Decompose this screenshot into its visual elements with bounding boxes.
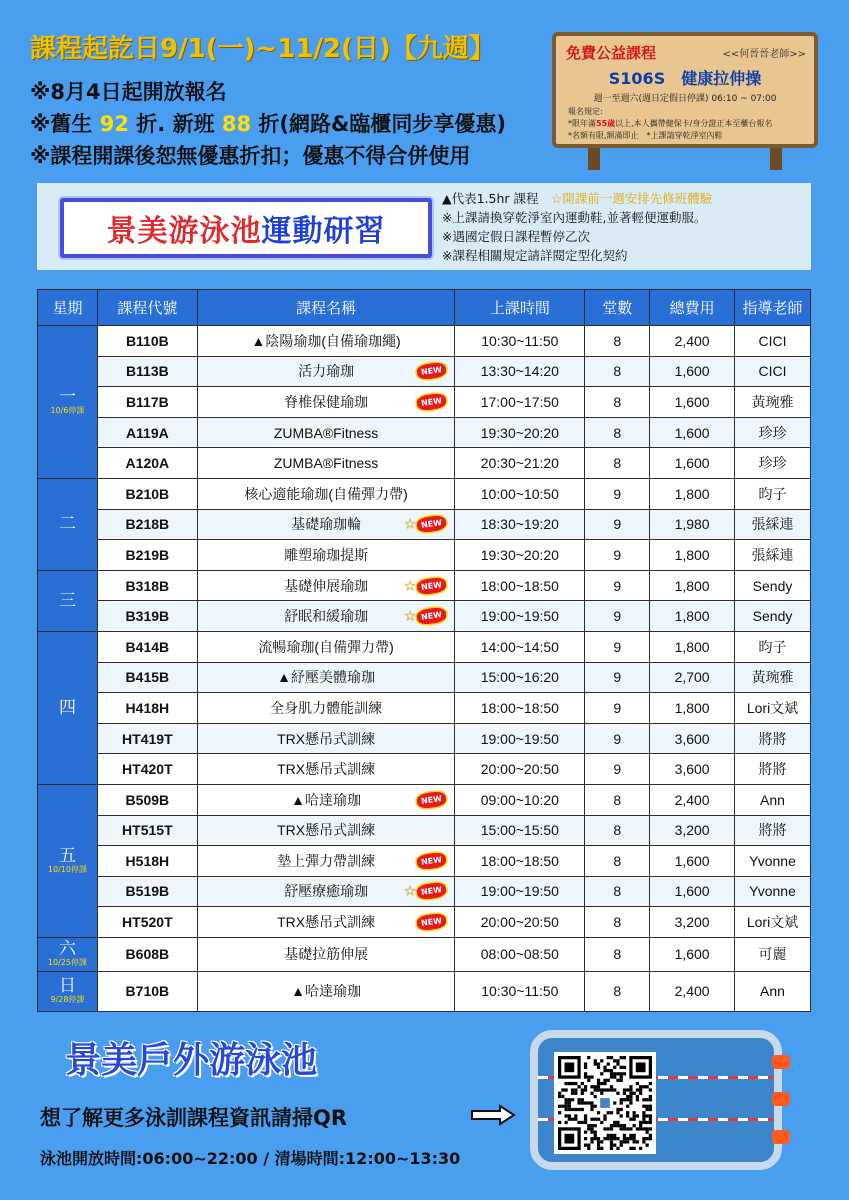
course-code: B219B — [97, 540, 197, 571]
teacher-name: 黃琬雅 — [735, 387, 811, 418]
new-badge-group — [404, 516, 447, 533]
course-code: B218B — [97, 509, 197, 540]
header-fee: 總費用 — [650, 290, 735, 326]
course-name — [197, 907, 455, 938]
course-name-text: 流暢瑜珈(自備彈力帶) — [258, 638, 394, 655]
course-name — [197, 478, 455, 509]
table-row — [38, 937, 811, 971]
course-fee: 1,600 — [650, 876, 735, 907]
new-badge-group — [417, 394, 446, 409]
table-row — [38, 846, 811, 877]
course-name-text: 雕塑瑜珈提斯 — [284, 546, 369, 563]
teacher-name: 珍珍 — [735, 417, 811, 448]
table-header-row — [38, 290, 811, 326]
course-name — [197, 815, 455, 846]
session-count: 8 — [585, 876, 650, 907]
weekday-cell — [38, 631, 98, 784]
course-time: 20:00~20:50 — [455, 754, 585, 785]
note-1-star: ☆開課前一週安排先修班體驗 — [551, 191, 713, 206]
weekday-cell — [38, 326, 98, 479]
table-row — [38, 907, 811, 938]
course-name — [197, 540, 455, 571]
course-fee: 3,600 — [650, 754, 735, 785]
rule1-age: 55歲 — [596, 119, 616, 128]
teacher-name: Sendy — [735, 570, 811, 601]
new-badge-group — [417, 853, 446, 868]
course-code: A119A — [97, 417, 197, 448]
course-time: 19:00~19:50 — [455, 601, 585, 632]
discount-new-value: 88 — [221, 112, 252, 136]
star-icon: ☆ — [403, 882, 417, 899]
teacher-name: 將將 — [735, 723, 811, 754]
course-name — [197, 631, 455, 662]
new-badge: NEW — [417, 393, 448, 412]
course-time: 14:00~14:50 — [455, 631, 585, 662]
course-code: B113B — [97, 356, 197, 387]
course-code: HT420T — [97, 754, 197, 785]
course-fee: 1,600 — [650, 387, 735, 418]
course-table — [37, 289, 811, 1012]
course-name — [197, 601, 455, 632]
course-time: 10:30~11:50 — [455, 971, 585, 1011]
pool-name: 景美戶外游泳池 — [65, 1040, 318, 1081]
course-code: B710B — [97, 971, 197, 1011]
course-name — [197, 662, 455, 693]
qr-prompt: 想了解更多泳訓課程資訊請掃QR — [40, 1106, 348, 1130]
session-count: 8 — [585, 784, 650, 815]
table-row — [38, 815, 811, 846]
course-time: 18:30~19:20 — [455, 509, 585, 540]
new-badge: NEW — [417, 576, 448, 595]
title-panel — [37, 183, 811, 270]
course-code: B210B — [97, 478, 197, 509]
course-name-text: 基礎瑜珈輪 — [291, 516, 362, 533]
course-fee: 1,600 — [650, 356, 735, 387]
course-fee: 1,600 — [650, 846, 735, 877]
discount-old-value: 92 — [99, 112, 129, 136]
course-code: B117B — [97, 387, 197, 418]
session-count: 9 — [585, 509, 650, 540]
header-code: 課程代號 — [97, 290, 197, 326]
course-fee: 2,400 — [650, 971, 735, 1011]
course-name — [197, 326, 455, 357]
course-code: HT419T — [97, 723, 197, 754]
new-badge: NEW — [417, 790, 448, 809]
table-row — [38, 540, 811, 571]
title-pool: 景美游泳池 — [106, 214, 262, 249]
teacher-name: 珍珍 — [735, 448, 811, 479]
course-time: 18:00~18:50 — [455, 570, 585, 601]
teacher-name: 昀子 — [735, 478, 811, 509]
course-name-text: 脊椎保健瑜珈 — [284, 393, 369, 410]
table-row — [38, 723, 811, 754]
title-program: 運動研習 — [261, 214, 386, 249]
session-count: 9 — [585, 540, 650, 571]
session-count: 8 — [585, 937, 650, 971]
course-fee: 2,400 — [650, 326, 735, 357]
course-time: 17:00~17:50 — [455, 387, 585, 418]
course-name — [197, 754, 455, 785]
title-box — [60, 198, 432, 258]
session-count: 8 — [585, 417, 650, 448]
table-row — [38, 509, 811, 540]
course-code: HT515T — [97, 815, 197, 846]
note-1 — [442, 189, 712, 208]
course-name — [197, 417, 455, 448]
note-3: ※遇國定假日課程暫停乙次 — [442, 229, 590, 244]
course-name-text: TRX懸吊式訓練 — [277, 761, 376, 778]
table-row — [38, 876, 811, 907]
session-count: 9 — [585, 478, 650, 509]
course-name-text: ZUMBA®Fitness — [273, 455, 379, 472]
table-row — [38, 448, 811, 479]
course-name — [197, 356, 455, 387]
teacher-name: Yvonne — [735, 846, 811, 877]
session-count: 8 — [585, 356, 650, 387]
course-time: 19:30~20:20 — [455, 540, 585, 571]
teacher-name: 張綵連 — [735, 540, 811, 571]
session-count: 9 — [585, 754, 650, 785]
course-code: H518H — [97, 846, 197, 877]
course-time: 19:30~20:20 — [455, 417, 585, 448]
course-time: 20:30~21:20 — [455, 448, 585, 479]
course-fee: 1,800 — [650, 693, 735, 724]
course-time: 18:00~18:50 — [455, 693, 585, 724]
course-name — [197, 846, 455, 877]
teacher-name: 可麗 — [735, 937, 811, 971]
weekday-closure-note: 10/6停課 — [50, 405, 85, 415]
session-count: 8 — [585, 448, 650, 479]
course-fee: 1,600 — [650, 448, 735, 479]
header-time: 上課時間 — [455, 290, 585, 326]
course-name-text: ▲哈達瑜珈 — [291, 983, 362, 1000]
session-count: 8 — [585, 907, 650, 938]
course-fee: 1,800 — [650, 478, 735, 509]
weekday-label: 三 — [58, 590, 76, 611]
session-count: 8 — [585, 971, 650, 1011]
course-name-text: TRX懸吊式訓練 — [277, 914, 376, 931]
weekday-label: 五 — [58, 845, 76, 866]
table-row — [38, 754, 811, 785]
sign-title: 免費公益課程 — [566, 44, 657, 62]
course-time: 15:00~16:20 — [455, 662, 585, 693]
qr-code[interactable] — [554, 1052, 656, 1154]
course-fee: 1,800 — [650, 601, 735, 632]
table-row — [38, 326, 811, 357]
weekday-cell — [38, 570, 98, 631]
course-code: B318B — [97, 570, 197, 601]
header-teacher: 指導老師 — [735, 290, 811, 326]
new-badge-group — [404, 608, 447, 625]
new-badge: NEW — [417, 851, 448, 870]
teacher-name: Sendy — [735, 601, 811, 632]
table-row — [38, 784, 811, 815]
course-name-text: ▲陰陽瑜珈(自備瑜珈繩) — [251, 332, 401, 349]
course-fee: 1,800 — [650, 631, 735, 662]
weekday-closure-note: 10/25停課 — [47, 958, 87, 968]
header-name: 課程名稱 — [197, 290, 455, 326]
course-fee: 1,980 — [650, 509, 735, 540]
weekday-cell — [38, 784, 98, 937]
course-code: H418H — [97, 693, 197, 724]
course-fee: 2,400 — [650, 784, 735, 815]
course-name-text: 基礎伸展瑜珈 — [284, 577, 369, 594]
discount-label-old: ※舊生 — [30, 112, 93, 136]
course-name-text: ▲紓壓美體瑜珈 — [277, 669, 376, 686]
pool-float — [772, 1130, 790, 1144]
course-code: B608B — [97, 937, 197, 971]
discount-rule: ※課程開課後恕無優惠折扣；優惠不得合併使用 — [30, 144, 471, 168]
course-fee: 3,200 — [650, 815, 735, 846]
new-badge-group — [404, 883, 447, 900]
course-name-text: ZUMBA®Fitness — [273, 424, 379, 441]
sign-time: 週一至週六(週日定假日停課) 06:10 ~ 07:00 — [593, 94, 777, 104]
sign-board — [552, 32, 818, 148]
discount-label-new: 折. 新班 — [136, 112, 215, 136]
teacher-name: 黃琬雅 — [735, 662, 811, 693]
course-code: B414B — [97, 631, 197, 662]
course-fee: 3,200 — [650, 907, 735, 938]
course-name-text: TRX懸吊式訓練 — [277, 730, 376, 747]
course-fee: 1,800 — [650, 540, 735, 571]
sign-rule-2: *名額有限,額滿即止 *上課請穿乾淨室內鞋 — [568, 131, 723, 140]
table-row — [38, 971, 811, 1011]
teacher-name: 昀子 — [735, 631, 811, 662]
course-fee: 1,800 — [650, 570, 735, 601]
course-name — [197, 570, 455, 601]
pool-hours: 泳池開放時間:06:00~22:00 / 清場時間:12:00~13:30 — [40, 1149, 461, 1168]
course-name — [197, 784, 455, 815]
course-time: 18:00~18:50 — [455, 846, 585, 877]
session-count: 9 — [585, 601, 650, 632]
course-time: 10:30~11:50 — [455, 326, 585, 357]
new-badge-group — [417, 915, 446, 930]
weekday-cell — [38, 971, 98, 1011]
discount-suffix: 折(網路&臨櫃同步享優惠) — [258, 112, 506, 136]
table-row — [38, 693, 811, 724]
course-name-text: TRX懸吊式訓練 — [277, 822, 376, 839]
teacher-name: 將將 — [735, 815, 811, 846]
weekday-cell — [38, 937, 98, 971]
course-code: HT520T — [97, 907, 197, 938]
star-icon: ☆ — [403, 577, 417, 594]
course-name-text: 舒壓療癒瑜珈 — [284, 883, 369, 900]
note-4: ※課程相關規定請詳閱定型化契約 — [442, 248, 628, 263]
star-icon: ☆ — [403, 607, 417, 624]
teacher-name: CICI — [735, 326, 811, 357]
new-badge: NEW — [417, 515, 448, 534]
sign-rule-title: 報名規定: — [568, 107, 603, 116]
course-code: B415B — [97, 662, 197, 693]
teacher-name: 張綵連 — [735, 509, 811, 540]
rule1-pre: *限年滿 — [568, 119, 596, 128]
arrow-right-icon — [470, 1104, 516, 1126]
course-time: 10:00~10:50 — [455, 478, 585, 509]
teacher-name: Lori文斌 — [735, 693, 811, 724]
course-name — [197, 876, 455, 907]
weekday-closure-note: 10/10停課 — [47, 864, 87, 874]
teacher-name: 將將 — [735, 754, 811, 785]
session-count: 9 — [585, 570, 650, 601]
course-name-text: 基礎拉筋伸展 — [284, 946, 369, 963]
session-count: 9 — [585, 693, 650, 724]
discount-info — [30, 108, 506, 138]
course-time: 19:00~19:50 — [455, 723, 585, 754]
course-time: 09:00~10:20 — [455, 784, 585, 815]
weekday-label: 一 — [58, 386, 76, 407]
session-count: 9 — [585, 631, 650, 662]
table-row — [38, 356, 811, 387]
course-name — [197, 693, 455, 724]
teacher-name: Yvonne — [735, 876, 811, 907]
sign-teacher: <<何晉晉老師>> — [722, 49, 806, 60]
weekday-label: 日 — [58, 976, 76, 997]
weekday-closure-note: 9/28停課 — [50, 995, 85, 1005]
course-fee: 3,600 — [650, 723, 735, 754]
teacher-name: Ann — [735, 784, 811, 815]
course-fee: 1,600 — [650, 937, 735, 971]
course-name-text: 舒眠和緩瑜珈 — [284, 608, 369, 625]
course-name-text: 墊上彈力帶訓練 — [277, 852, 376, 869]
course-name-text: 核心適能瑜珈(自備彈力帶) — [244, 485, 408, 502]
sign-course: S106S 健康拉伸操 — [608, 69, 762, 88]
weekday-cell — [38, 478, 98, 570]
note-1-text: ▲代表1.5hr 課程 — [442, 191, 539, 206]
session-count: 8 — [585, 815, 650, 846]
course-period-heading: 課程起訖日9/1(一)~11/2(日)【九週】 — [30, 34, 495, 64]
course-name — [197, 448, 455, 479]
course-fee: 2,700 — [650, 662, 735, 693]
free-course-sign — [552, 32, 818, 160]
qr-code-icon — [558, 1056, 652, 1150]
new-badge-group — [417, 792, 446, 807]
course-code: B509B — [97, 784, 197, 815]
rule1-post: 以上,本人攜帶健保卡/身分證正本至櫃台報名 — [615, 119, 773, 128]
course-name — [197, 971, 455, 1011]
pool-float — [772, 1092, 790, 1106]
new-badge-group — [417, 364, 446, 379]
course-notes — [442, 189, 712, 265]
course-name — [197, 509, 455, 540]
star-icon: ☆ — [403, 515, 417, 532]
course-code: A120A — [97, 448, 197, 479]
table-row — [38, 570, 811, 601]
sign-rule-1 — [568, 118, 808, 129]
session-count: 8 — [585, 846, 650, 877]
session-count: 8 — [585, 387, 650, 418]
new-badge-group — [404, 577, 447, 594]
course-fee: 1,600 — [650, 417, 735, 448]
weekday-label: 二 — [58, 514, 76, 535]
table-row — [38, 631, 811, 662]
new-badge: NEW — [417, 882, 448, 901]
course-time: 20:00~20:50 — [455, 907, 585, 938]
course-time: 13:30~14:20 — [455, 356, 585, 387]
course-name-text: 全身肌力體能訓練 — [270, 699, 383, 716]
course-name-text: ▲哈達瑜珈 — [291, 791, 362, 808]
table-row — [38, 417, 811, 448]
new-badge: NEW — [417, 607, 448, 626]
course-time: 08:00~08:50 — [455, 937, 585, 971]
pool-float — [772, 1055, 790, 1069]
course-time: 15:00~15:50 — [455, 815, 585, 846]
course-name — [197, 723, 455, 754]
note-2: ※上課請換穿乾淨室內運動鞋,並著輕便運動服。 — [442, 210, 707, 225]
session-count: 8 — [585, 326, 650, 357]
table-row — [38, 662, 811, 693]
course-time: 19:00~19:50 — [455, 876, 585, 907]
course-name — [197, 387, 455, 418]
header-count: 堂數 — [585, 290, 650, 326]
course-code: B110B — [97, 326, 197, 357]
session-count: 9 — [585, 723, 650, 754]
course-name-text: 活力瑜珈 — [298, 363, 355, 380]
teacher-name: Ann — [735, 971, 811, 1011]
teacher-name: CICI — [735, 356, 811, 387]
session-count: 9 — [585, 662, 650, 693]
registration-date: ※8月4日起開放報名 — [30, 80, 227, 104]
weekday-label: 四 — [58, 697, 76, 718]
table-row — [38, 387, 811, 418]
header-weekday: 星期 — [38, 290, 98, 326]
course-name — [197, 937, 455, 971]
weekday-label: 六 — [58, 939, 76, 960]
course-code: B319B — [97, 601, 197, 632]
table-row — [38, 601, 811, 632]
new-badge: NEW — [417, 913, 448, 932]
teacher-name: Lori文斌 — [735, 907, 811, 938]
table-row — [38, 478, 811, 509]
new-badge: NEW — [417, 362, 448, 381]
course-code: B519B — [97, 876, 197, 907]
